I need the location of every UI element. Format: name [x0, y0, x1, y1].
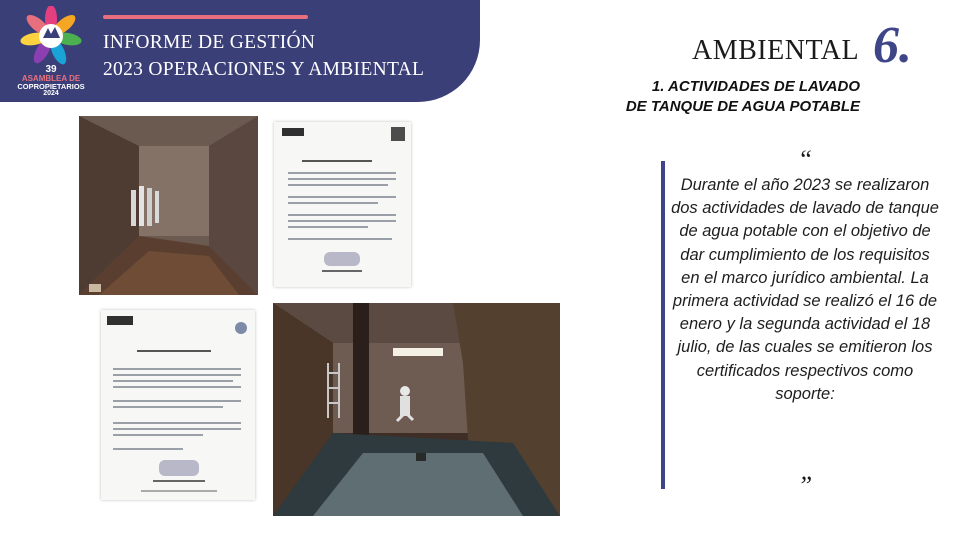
assembly-logo: [14, 6, 88, 98]
logo-year: 2024: [43, 90, 59, 97]
quote-text: Durante el año 2023 se realizaron dos actividades de lavado de tanque de agua potable con el objetivo de dar cumplimiento de los requisitos en el marco jurídico ambiental. La primera actividad se realizó el 16 de enero y la segunda actividad el 18 julio, de las cuales se emitieron los certificados respectivos como soporte:: [671, 176, 939, 403]
logo-line2: COPROPIETARIOS: [17, 82, 85, 91]
certificate-document-2: [101, 310, 255, 500]
flower-logo-icon: [14, 6, 88, 68]
section-title: AMBIENTAL: [692, 35, 860, 66]
certificate-document-1: [274, 122, 411, 287]
logo-line1: ASAMBLEA DE: [21, 74, 81, 83]
report-title-line1: INFORME DE GESTIÓN: [103, 32, 316, 53]
tank-cleaning-image: [273, 303, 560, 516]
quote-accent-bar: [661, 161, 665, 489]
quote-close-mark: ”: [797, 471, 813, 500]
tank-photo-empty: [79, 116, 258, 295]
logo-number: 39: [45, 64, 57, 75]
tank-photo-cleaning: [273, 303, 560, 516]
activity-subtitle-line2: DE TANQUE DE AGUA POTABLE: [625, 98, 860, 115]
report-title-line2: 2023 OPERACIONES Y AMBIENTAL: [103, 59, 425, 80]
tank-interior-image: [79, 116, 258, 295]
activity-subtitle: [560, 77, 860, 117]
section-number: 6.: [873, 17, 912, 74]
header-accent-line: [103, 15, 308, 19]
report-title: [103, 29, 424, 83]
activity-subtitle-line1: 1. ACTIVIDADES DE LAVADO: [651, 78, 860, 95]
quote-open-mark: “: [797, 145, 813, 174]
